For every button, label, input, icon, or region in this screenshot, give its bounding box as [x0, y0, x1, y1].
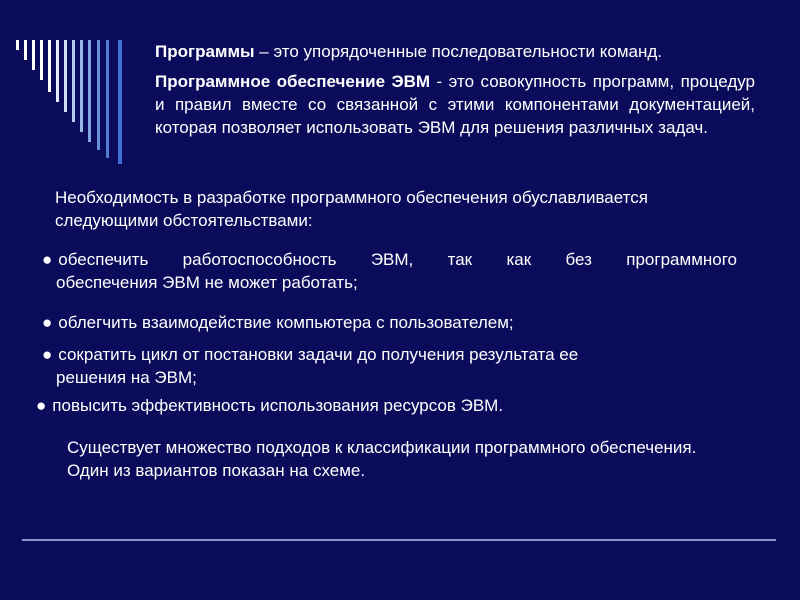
- bullet-item: [42, 311, 742, 334]
- stripe: [48, 40, 51, 92]
- stripe: [88, 40, 91, 142]
- stripe: [80, 40, 83, 132]
- stripe: [56, 40, 59, 102]
- bullet-marker: ●: [42, 313, 53, 332]
- bullet-marker: ●: [42, 250, 53, 269]
- bullet-marker: ●: [42, 345, 53, 364]
- stripe: [16, 40, 19, 50]
- term-programs: Программы: [155, 42, 255, 61]
- definition-software-text: - это совокупность программ, процедур и правил вместе со связанной с этими компонентами документацией, которая позволяет использовать ЭВМ для решения различных задач.: [155, 72, 755, 137]
- term-software: Программное обеспечение ЭВМ: [155, 72, 431, 91]
- decorative-stripes: [0, 0, 140, 170]
- bullet-line: [42, 248, 737, 271]
- stripe: [118, 40, 122, 164]
- footer-divider: [22, 539, 776, 541]
- bullet-item: [36, 394, 736, 417]
- bullet-text: сократить цикл от постановки задачи до получения результата ее: [58, 345, 579, 364]
- stripe: [72, 40, 75, 122]
- bullet-marker: ●: [36, 396, 47, 415]
- stripe: [24, 40, 27, 60]
- bullet-text-continuation: решения на ЭВМ;: [56, 368, 197, 387]
- definition-programs-text: – это упорядоченные последовательности команд.: [254, 42, 662, 61]
- definition-programs: [155, 40, 755, 63]
- bullet-text: обеспечить работоспособность ЭВМ, так как без программного: [58, 250, 737, 269]
- stripe: [64, 40, 67, 112]
- bullet-item: [42, 248, 737, 294]
- definitions-block: [155, 40, 755, 139]
- intro-paragraph: Необходимость в разработке программного обеспечения обуславливается следующими обстоятельствами:: [55, 188, 648, 230]
- definition-software: [155, 70, 755, 139]
- stripe: [97, 40, 100, 150]
- bullet-item: [42, 343, 742, 389]
- bullet-text: повысить эффективность использования ресурсов ЭВМ.: [52, 396, 504, 415]
- outro-paragraph: Существует множество подходов к классификации программного обеспечения. Один из вариантов показан на схеме.: [67, 438, 697, 480]
- bullet-text: облегчить взаимодействие компьютера с пользователем;: [58, 313, 514, 332]
- stripe: [32, 40, 35, 70]
- stripe: [106, 40, 109, 158]
- stripe: [40, 40, 43, 80]
- bullet-text-continuation: обеспечения ЭВМ не может работать;: [56, 273, 358, 292]
